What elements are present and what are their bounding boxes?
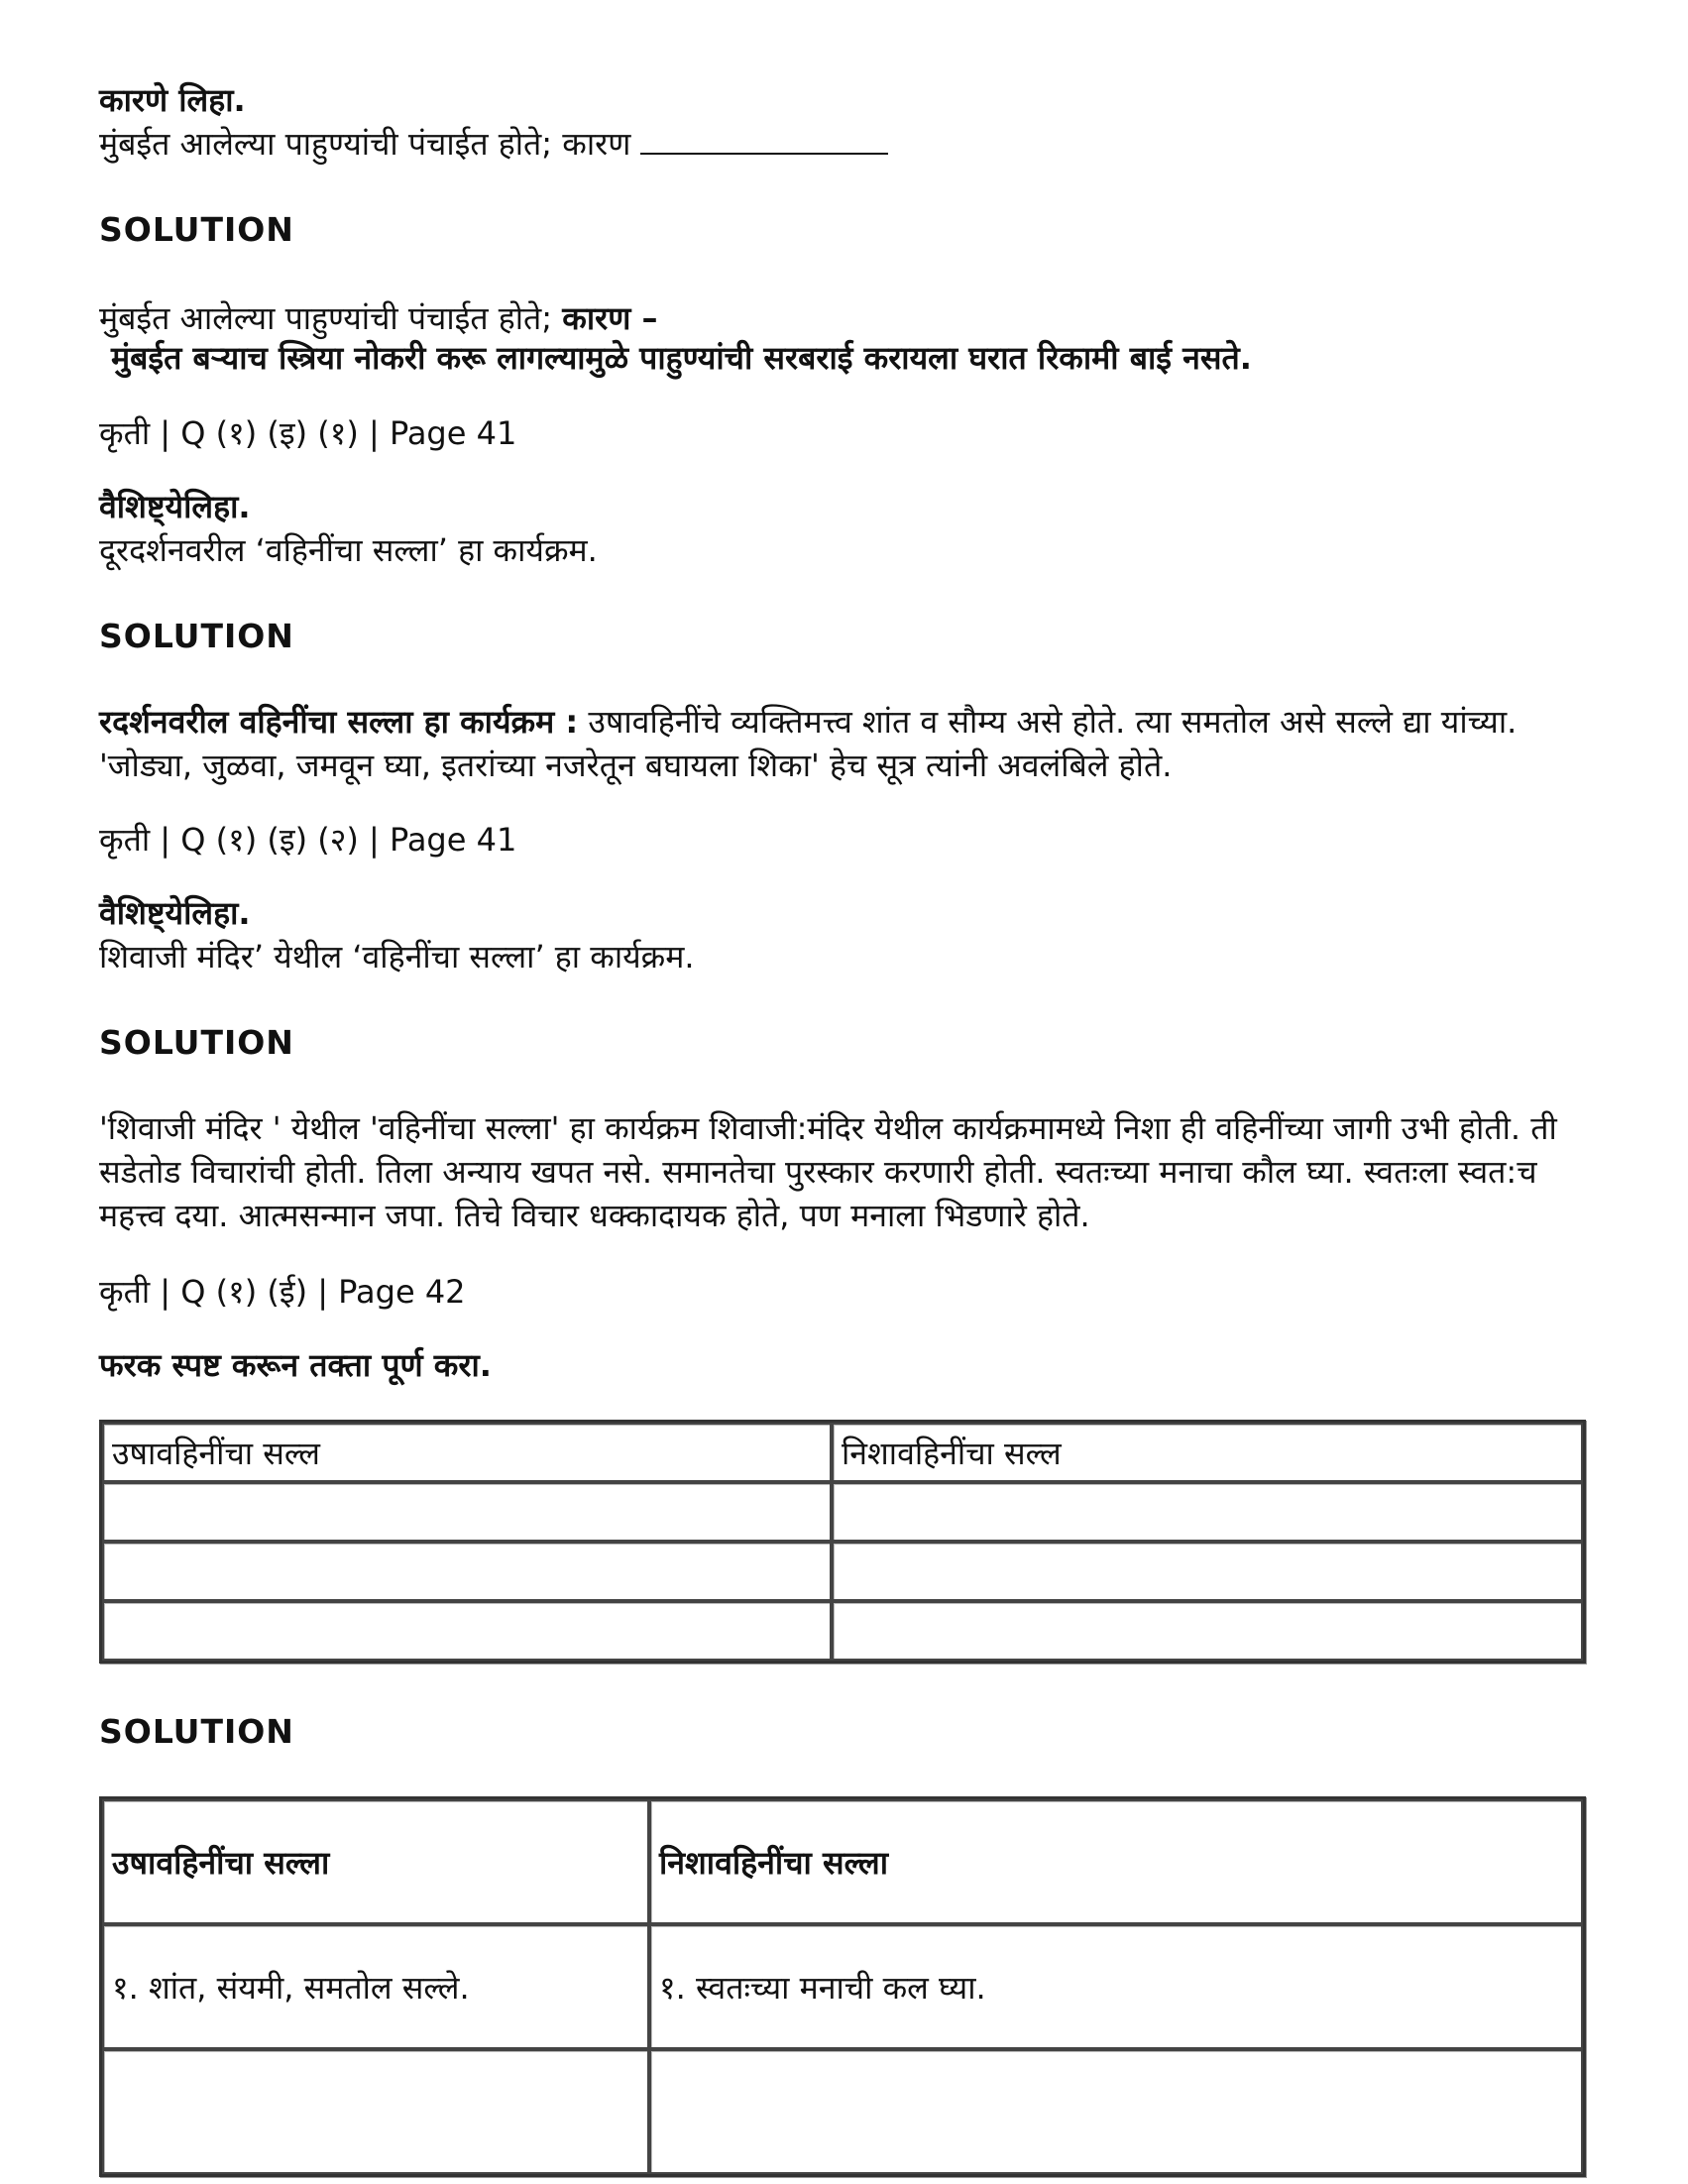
table-header-cell: उषावहिनींचा सल्ला <box>102 1799 649 1924</box>
question-text <box>99 123 888 165</box>
table-row <box>102 1924 1583 2049</box>
table-cell <box>102 1601 832 1661</box>
table-cell <box>102 1542 832 1601</box>
table-row <box>102 1601 1583 1661</box>
solution-line <box>99 297 657 339</box>
solution-heading: SOLUTION <box>99 1712 294 1751</box>
solution-paragraph: 'शिवाजी मंदिर ' येथील 'वहिनींचा सल्ला' हा कार्यक्रम शिवाजी:मंदिर येथील कार्यक्रमामध्ये निशा ही वहिनींच्या जागी उभी होती. ती सडेतोड विचारांची होती. तिला अन्याय खपत नसे. समानतेचा पुरस्कार करणारी होती. स्वतःच्या मनाचा कौल घ्या. स्वतःला स्वत:च महत्त्व दया. आत्मसन्मान जपा. तिचे विचार धक्कादायक होते, पण मनाला भिडणारे होते. <box>99 1109 1557 1234</box>
answer-blank <box>640 127 888 155</box>
table-cell <box>832 1482 1583 1542</box>
solution-heading: SOLUTION <box>99 210 294 249</box>
table-cell: १. स्वतःच्या मनाची कल घ्या. <box>649 1924 1583 2049</box>
table-cell <box>102 2049 649 2174</box>
solution-heading: SOLUTION <box>99 617 294 655</box>
table-header-cell: उषावहिनींचा सल्ल <box>102 1423 832 1482</box>
table-header-row <box>102 1423 1583 1482</box>
question-title: कारणे लिहा. <box>99 81 246 119</box>
question-text: दूरदर्शनवरील ‘वहिनींचा सल्ला’ हा कार्यक्रम. <box>99 531 598 569</box>
question-title: वैशिष्ट्येलिहा. <box>99 488 251 525</box>
table-cell <box>649 2049 1583 2174</box>
table-row <box>102 1542 1583 1601</box>
table-header-row <box>102 1799 1583 1924</box>
table-row <box>102 1482 1583 1542</box>
question-reference: कृती | Q (१) (ई) | Page 42 <box>99 1273 466 1311</box>
table-cell <box>102 1482 832 1542</box>
table-cell <box>832 1601 1583 1661</box>
question-reference: कृती | Q (१) (इ) (१) | Page 41 <box>99 414 517 452</box>
solution-table <box>99 1796 1586 2177</box>
table-row <box>102 2049 1583 2174</box>
solution-emphasis: रदर्शनवरील वहिनींचा सल्ला हा कार्यक्रम : <box>99 703 579 741</box>
solution-text: उषावहिनींचे व्यक्तिमत्त्व शांत व सौम्य असे होते. त्या समतोल असे सल्ले द्या यांच्या. 'जोड्या, जुळवा, जमवून घ्या, इतरांच्या नजरेतून बघायला शिका' हेच सूत्र त्यांनी अवलंबिले होते. <box>99 703 1518 784</box>
question-text-content: मुंबईत आलेल्या पाहुण्यांची पंचाईत होते; कारण <box>99 125 631 163</box>
table-header-cell: निशावहिनींचा सल्ल <box>832 1423 1583 1482</box>
solution-answer: मुंबईत बऱ्याच स्त्रिया नोकरी करू लागल्यामुळे पाहुण्यांची सरबराई करायला घरात रिकामी बाई नसते. <box>111 339 1252 377</box>
solution-emphasis: कारण – <box>562 299 658 337</box>
question-reference: कृती | Q (१) (इ) (२) | Page 41 <box>99 821 517 859</box>
question-table <box>99 1420 1586 1664</box>
question-title: वैशिष्ट्येलिहा. <box>99 894 251 932</box>
table-header-cell: निशावहिनींचा सल्ला <box>649 1799 1583 1924</box>
table-cell: १. शांत, संयमी, समतोल सल्ले. <box>102 1924 649 2049</box>
question-text: शिवाजी मंदिर’ येथील ‘वहिनींचा सल्ला’ हा कार्यक्रम. <box>99 938 695 976</box>
question-title: फरक स्पष्ट करून तक्ता पूर्ण करा. <box>99 1346 492 1384</box>
solution-heading: SOLUTION <box>99 1023 294 1062</box>
solution-text: मुंबईत आलेल्या पाहुण्यांची पंचाईत होते; <box>99 299 553 337</box>
solution-paragraph <box>99 700 1586 787</box>
table-cell <box>832 1542 1583 1601</box>
